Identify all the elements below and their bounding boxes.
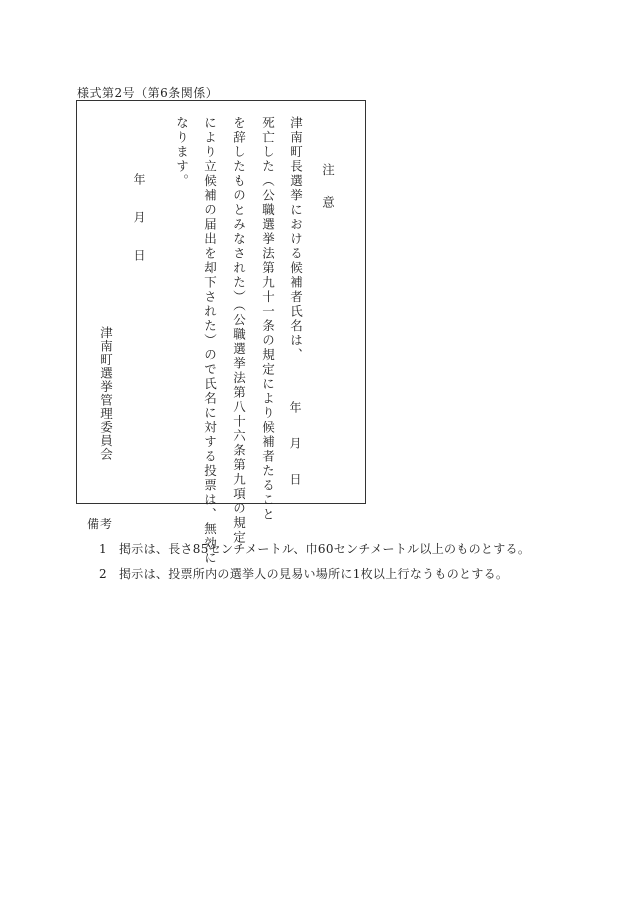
remarks bbox=[87, 515, 530, 590]
remarks-title: 備考 bbox=[87, 517, 114, 531]
committee-name: 津南町選挙管理委員会 bbox=[98, 326, 114, 461]
remark-item bbox=[99, 565, 530, 582]
notice-date-top: 年月日 bbox=[288, 401, 302, 509]
remark-number: 1 bbox=[99, 542, 107, 556]
notice-line-1: 津南町長選挙における候補者氏名は、 bbox=[288, 116, 304, 363]
notice-line-5: なります。 bbox=[174, 116, 190, 189]
notice-line-2: 死亡した（公職選挙法第九十一条の規定により候補者たること bbox=[260, 116, 276, 522]
notice-line-3: を辞したものとみなされた）（公職選挙法第八十六条第九項の規定 bbox=[231, 116, 247, 545]
remark-number: 2 bbox=[99, 567, 107, 581]
notice-heading: 注意 bbox=[320, 163, 336, 228]
remark-text: 掲示は、投票所内の選挙人の見易い場所に1枚以上行なうものとする。 bbox=[119, 567, 509, 581]
form-label: 様式第2号（第6条関係） bbox=[77, 86, 219, 100]
remark-text: 掲示は、長さ85センチメートル、巾60センチメートル以上のものとする。 bbox=[119, 542, 531, 556]
notice-date-bottom: 年月日 bbox=[132, 173, 146, 287]
remark-item bbox=[99, 540, 530, 557]
notice-line-4: により立候補の届出を却下された）ので氏名に対する投票は、無効に bbox=[202, 116, 218, 566]
